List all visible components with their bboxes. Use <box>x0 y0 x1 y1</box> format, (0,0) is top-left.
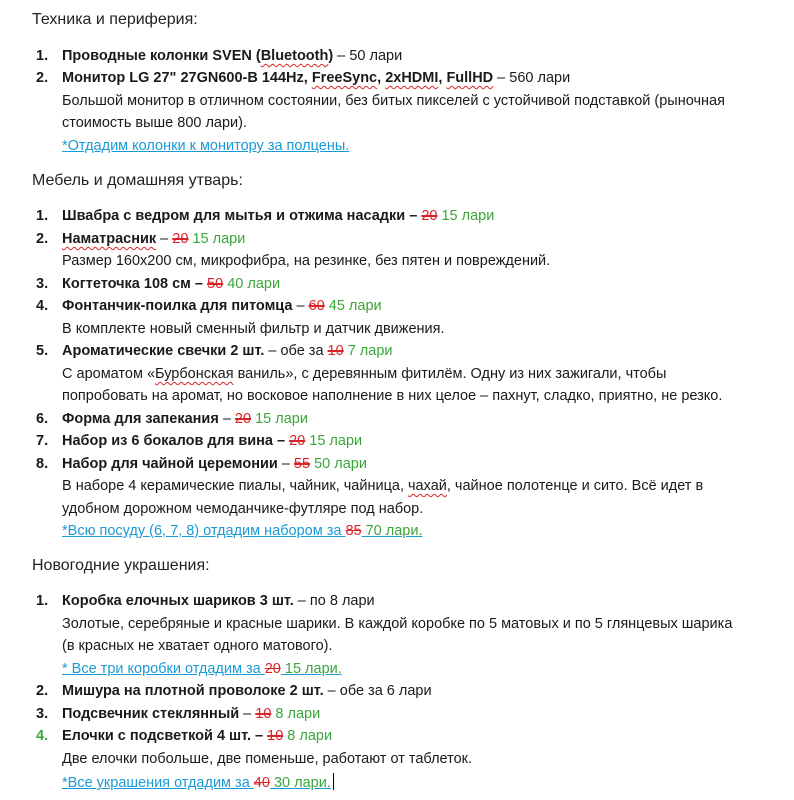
item-description <box>62 478 703 494</box>
old-price: 20 <box>172 231 189 247</box>
dash: – обе за <box>264 343 328 359</box>
item-description: Две елочки побольше, две поменьше, работают от таблеток. <box>62 751 473 767</box>
list-item-candles <box>62 343 393 359</box>
list-item-tea-set <box>62 456 367 472</box>
item-name-part: 2xHDMI <box>385 70 439 86</box>
dash: – <box>156 231 173 247</box>
item-description: стоимость выше 800 лари). <box>62 115 248 131</box>
new-price: 50 лари <box>310 456 367 472</box>
item-name: Форма для запекания <box>62 411 219 427</box>
item-name: Проводные колонки SVEN ( <box>62 48 261 64</box>
item-name-part: Bluetooth <box>260 48 329 64</box>
text-cursor <box>333 773 334 790</box>
new-price: 40 лари <box>223 276 281 292</box>
old-price: 20 <box>289 433 306 449</box>
item-name: Мишура на плотной проволоке 2 шт. <box>62 683 324 699</box>
section-heading-furniture: Мебель и домашняя утварь: <box>32 172 243 189</box>
item-price: – 50 лари <box>333 48 403 64</box>
note-old-price: 40 <box>253 775 270 791</box>
item-price: – по 8 лари <box>293 593 375 609</box>
section-heading-newyear: Новогодние украшения: <box>32 557 210 574</box>
list-number: 7. <box>36 433 49 449</box>
list-item-candlestick <box>62 706 320 722</box>
dash: – <box>292 298 309 314</box>
item-name: Монитор LG 27" 27GN600-B 144Hz, <box>62 70 312 86</box>
desc-part: Бурбонская <box>155 366 234 382</box>
list-item-mattress-pad <box>62 231 245 247</box>
offer-note <box>62 661 342 677</box>
item-name: Швабра с ведром для мытья и отжима насадки – <box>62 208 422 224</box>
note-new-price: 15 лари. <box>280 661 342 677</box>
old-price: 50 <box>207 276 224 292</box>
note-text: *Все украшения отдадим за <box>62 775 254 791</box>
note-new-price: 70 лари. <box>361 523 423 539</box>
dash: – <box>218 411 235 427</box>
item-description: Золотые, серебряные и красные шарики. В каждой коробке по 5 матовых и по 5 глянцевых шарика <box>62 616 733 632</box>
list-item-lit-trees <box>62 728 332 744</box>
dash: – <box>277 456 294 472</box>
list-number: 6. <box>36 411 49 427</box>
new-price: 45 лари <box>324 298 382 314</box>
item-name-part: ) <box>328 48 334 64</box>
item-name: Ароматические свечки 2 шт. <box>62 343 265 359</box>
note-old-price: 20 <box>264 661 281 677</box>
list-number: 4. <box>36 298 49 314</box>
list-item-mop <box>62 208 494 224</box>
list-item-monitor <box>62 70 570 86</box>
list-number: 4. <box>36 728 49 744</box>
list-number: 3. <box>36 706 49 722</box>
note-old-price: 85 <box>345 523 362 539</box>
item-description: удобном дорожном чемоданчике-футляре под набор. <box>62 501 424 517</box>
item-name: Набор для чайной церемонии <box>62 456 278 472</box>
note-text: *Всю посуду (6, 7, 8) отдадим набором за <box>62 523 346 539</box>
item-name: Фонтанчик-поилка для питомца <box>62 298 293 314</box>
list-item-speakers <box>62 48 402 64</box>
item-name-part: , <box>438 70 447 86</box>
old-price: 10 <box>327 343 344 359</box>
section-heading-tech: Техника и периферия: <box>32 11 198 28</box>
item-name-part: FreeSync <box>311 70 378 86</box>
list-number: 1. <box>36 48 49 64</box>
item-name: Подсвечник стеклянный <box>62 706 240 722</box>
note-text: * Все три коробки отдадим за <box>62 661 265 677</box>
item-name: Набор из 6 бокалов для вина – <box>62 433 290 449</box>
list-item-scratcher <box>62 276 280 292</box>
old-price: 20 <box>234 411 252 427</box>
list-number: 1. <box>36 208 49 224</box>
old-price: 60 <box>308 298 325 314</box>
desc-part: С ароматом « <box>62 366 156 382</box>
new-price: 8 лари <box>283 728 333 744</box>
old-price: 10 <box>255 706 272 722</box>
list-number: 8. <box>36 456 49 472</box>
item-price: – обе за 6 лари <box>323 683 432 699</box>
list-number: 2. <box>36 70 49 86</box>
list-item-wine-glasses <box>62 433 362 449</box>
new-price: 15 лари <box>251 411 308 427</box>
desc-part: , чайное полотенце и сито. Всё идет в <box>446 478 704 494</box>
desc-part: ваниль», с деревянным фитилём. Одну из них зажигали, чтобы <box>233 366 667 382</box>
note-new-price: 30 лари. <box>269 775 331 791</box>
list-number: 3. <box>36 276 49 292</box>
offer-note <box>62 523 422 539</box>
old-price: 10 <box>267 728 284 744</box>
item-description <box>62 366 666 382</box>
old-price: 20 <box>421 208 438 224</box>
item-price: – 560 лари <box>493 70 571 86</box>
item-description: В комплекте новый сменный фильтр и датчик движения. <box>62 321 445 337</box>
old-price: 55 <box>293 456 311 472</box>
item-name: Коробка елочных шариков 3 шт. <box>62 593 294 609</box>
item-description: (в красных не хватает одного матового). <box>62 638 333 654</box>
desc-part: чахай <box>408 478 447 494</box>
new-price: 15 лари <box>437 208 495 224</box>
offer-note <box>62 138 349 154</box>
new-price: 8 лари <box>271 706 321 722</box>
item-description: Большой монитор в отличном состоянии, без битых пикселей с устойчивой подставкой (рыночная <box>62 93 725 109</box>
list-item-baking-form <box>62 411 308 427</box>
item-name: Елочки с подсветкой 4 шт. – <box>62 728 268 744</box>
new-price: 7 лари <box>343 343 393 359</box>
item-name: Когтеточка 108 см – <box>62 276 208 292</box>
list-number: 1. <box>36 593 49 609</box>
list-item-ornaments <box>62 593 375 609</box>
desc-part: В наборе 4 керамические пиалы, чайник, чайница, <box>62 478 408 494</box>
list-item-tinsel <box>62 683 432 699</box>
item-name: Наматрасник <box>62 231 157 247</box>
item-name-part: FullHD <box>446 70 494 86</box>
list-number: 2. <box>36 683 49 699</box>
list-number: 5. <box>36 343 49 359</box>
list-number: 2. <box>36 231 49 247</box>
note-text: *Отдадим колонки к монитору за полцены. <box>62 138 350 154</box>
list-item-pet-fountain <box>62 298 382 314</box>
dash: – <box>239 706 256 722</box>
item-description: Размер 160х200 см, микрофибра, на резинке, без пятен и повреждений. <box>62 253 551 269</box>
new-price: 15 лари <box>305 433 363 449</box>
offer-note <box>62 773 334 791</box>
item-description: попробовать на аромат, но восковое наполнение в них целое – пахнут, сладко, приятно, не резко. <box>62 388 723 404</box>
item-name-part: , <box>377 70 386 86</box>
new-price: 15 лари <box>188 231 246 247</box>
